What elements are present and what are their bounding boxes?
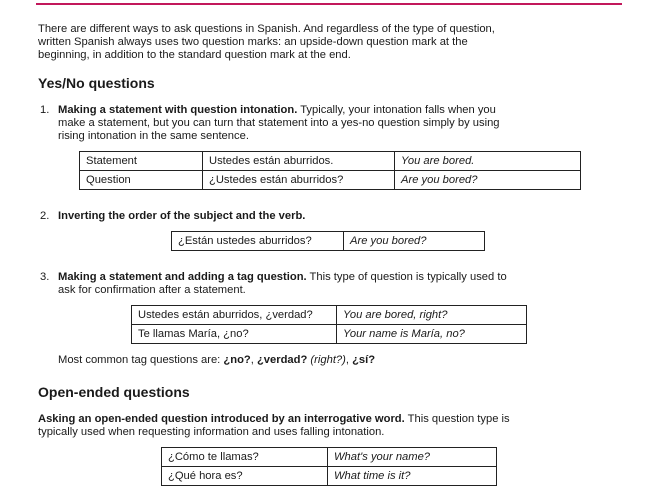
table-statement-question (79, 151, 581, 190)
table-cell: Te llamas María, ¿no? (132, 325, 337, 344)
open-bold: Asking an open-ended question introduced by an interrogative word. (38, 413, 405, 425)
item2-bold: Inverting the order of the subject and the verb. (58, 210, 306, 222)
intro-paragraph (38, 23, 495, 62)
table-cell: Are you bored? (344, 232, 485, 251)
item2-text (58, 210, 305, 223)
top-accent-rule (36, 3, 622, 5)
table-row (132, 306, 527, 325)
table-row (162, 448, 497, 467)
item3-rest: This type of question is typically used to (306, 271, 507, 283)
table-cell: You are bored, right? (337, 306, 527, 325)
tag-si: ¿sí? (352, 354, 376, 366)
tag-prefix: Most common tag questions are: (58, 354, 224, 366)
table-row (162, 467, 497, 486)
item-number: 3. (40, 271, 50, 283)
item3-text (58, 271, 507, 297)
table-cell: Question (80, 171, 203, 190)
open-rest: This question type is (404, 413, 510, 425)
intro-line: There are different ways to ask questions in Spanish. And regardless of the type of question, (38, 23, 495, 35)
yesno-heading: Yes/No questions (38, 75, 155, 91)
table-row (132, 325, 527, 344)
open-line: typically used when requesting information and uses falling intonation. (38, 426, 385, 438)
item-number: 2. (40, 210, 50, 222)
item1-rest: Typically, your intonation falls when you (297, 104, 496, 116)
item1-line: rising intonation in the same sentence. (58, 130, 249, 142)
table-cell: What's your name? (328, 448, 497, 467)
item1-bold: Making a statement with question intonation. (58, 104, 298, 116)
table-cell: Are you bored? (395, 171, 581, 190)
tag-verdad: ¿verdad? (256, 354, 308, 366)
table-tag-questions (131, 305, 527, 344)
table-cell: ¿Cómo te llamas? (162, 448, 328, 467)
tag-sep: , (345, 354, 353, 366)
table-row (172, 232, 485, 251)
table-cell: Statement (80, 152, 203, 171)
intro-line: beginning, in addition to the standard question mark at the end. (38, 49, 351, 61)
table-cell: Your name is María, no? (337, 325, 527, 344)
table-row (80, 171, 581, 190)
tag-right: (right?) (307, 354, 346, 366)
intro-line: written Spanish always uses two question marks: an upside-down question mark at the (38, 36, 468, 48)
table-cell: ¿Ustedes están aburridos? (203, 171, 395, 190)
table-cell: You are bored. (395, 152, 581, 171)
open-heading: Open-ended questions (38, 384, 190, 400)
tag-no: ¿no? (223, 354, 251, 366)
item3-line: ask for confirmation after a statement. (58, 284, 246, 296)
table-cell: What time is it? (328, 467, 497, 486)
table-cell: ¿Qué hora es? (162, 467, 328, 486)
item1-text (58, 104, 500, 143)
table-open-ended (161, 447, 497, 486)
table-row (80, 152, 581, 171)
item-number: 1. (40, 104, 50, 116)
table-inversion (171, 231, 485, 251)
item3-bold: Making a statement and adding a tag question. (58, 271, 307, 283)
tag-questions-line (58, 354, 375, 367)
item1-line: make a statement, but you can turn that statement into a yes-no question simply by using (58, 117, 500, 129)
table-cell: Ustedes están aburridos. (203, 152, 395, 171)
table-cell: ¿Están ustedes aburridos? (172, 232, 344, 251)
open-text (38, 413, 510, 439)
tag-sep: , (250, 354, 257, 366)
table-cell: Ustedes están aburridos, ¿verdad? (132, 306, 337, 325)
